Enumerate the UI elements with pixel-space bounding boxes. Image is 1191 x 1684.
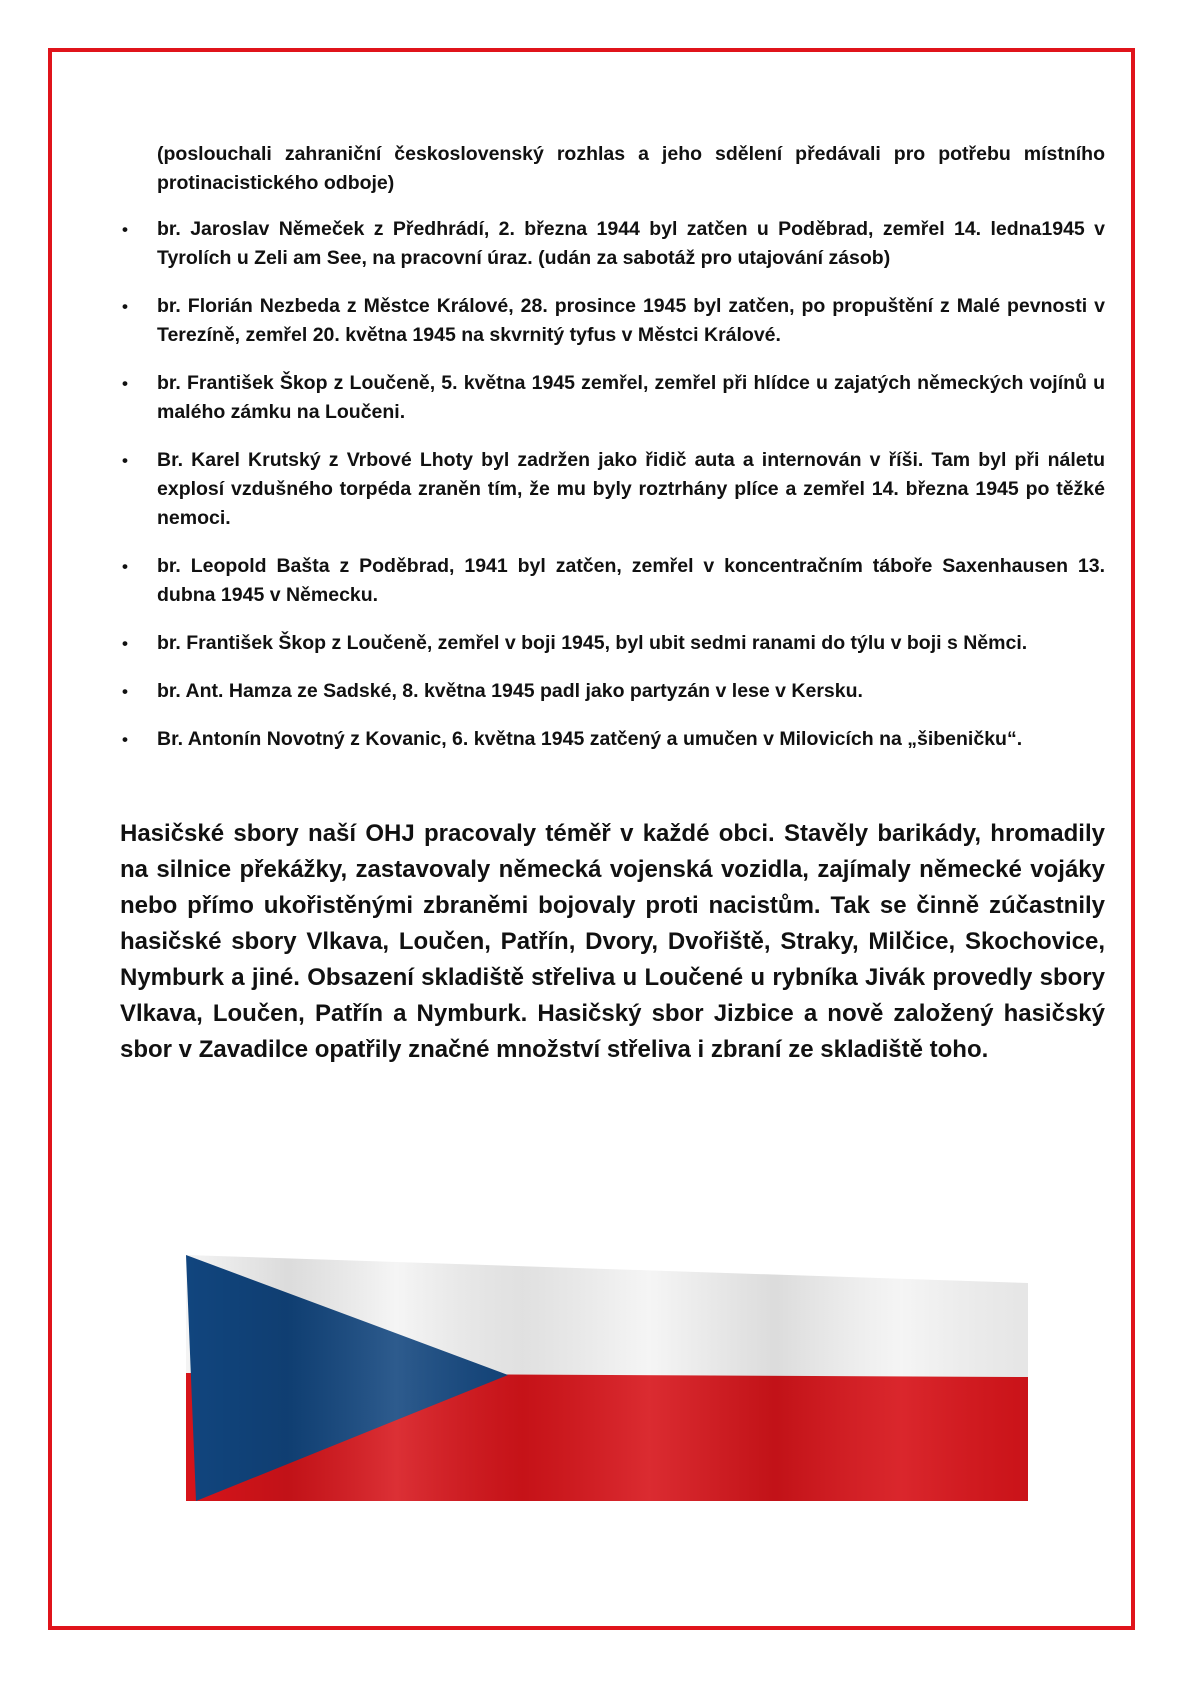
document-body [120,140,1105,1092]
bullet-icon: • [122,374,128,393]
list-item-text: br. Florián Nezbeda z Městce Králové, 28. prosince 1945 byl zatčen, po propuštění z Malé pevnosti v Terezíně, zemřel 20. května 1945 na skvrnitý tyfus v Městci Králové. [157,295,1105,346]
list-item-text: br. Ant. Hamza ze Sadské, 8. května 1945 padl jako partyzán v lese v Kersku. [157,680,863,702]
list-item-text: br. František Škop z Loučeně, 5. května 1945 zemřel, zemřel při hlídce u zajatých německých vojínů u malého zámku na Loučeni. [157,372,1105,423]
fire-brigades-paragraph: Hasičské sbory naší OHJ pracovaly téměř v každé obci. Stavěly barikády, hromadily na silnice překážky, zastavovaly německá vojenská vozidla, zajímaly německé vojáky nebo přímo ukořistěnými zbraněmi bojovaly proti nacistům. Tak se činně zúčastnily hasičské sbory Vlkava, Loučen, Patřín, Dvory, Dvořiště, Straky, Milčice, Skochovice, Nymburk a jiné. Obsazení skladiště střeliva u Loučené u rybníka Jivák provedly sbory Vlkava, Loučen, Patřín a Nymburk. Hasičský sbor Jizbice a nově založený hasičský sbor v Zavadilce opatřily značné množství střeliva i zbraní ze skladiště toho. [120,820,1105,1063]
flag-shading [186,1255,1028,1501]
list-item-text: Br. Karel Krutský z Vrbové Lhoty byl zadržen jako řidič auta a internován v říši. Tam byl při náletu explosí vzdušného torpéda zraněn tím, že mu byly roztrhány plíce a zemřel 14. března 1945 po těžké nemoci. [157,449,1105,529]
bullet-icon: • [122,730,128,749]
bullet-icon: • [122,451,128,470]
bullet-icon: • [122,297,128,316]
continuation-text: (poslouchali zahraniční československý rozhlas a jeho sdělení předávali pro potřebu místního protinacistického odboje) [157,143,1105,194]
victims-list [120,215,1105,754]
list-item [120,725,1105,754]
list-item [120,446,1105,533]
bullet-icon: • [122,557,128,576]
list-item-text: br. Jaroslav Němeček z Předhrádí, 2. března 1944 byl zatčen u Poděbrad, zemřel 14. ledna1945 v Tyrolích u Zeli am See, na pracovní úraz. (udán za sabotáž pro utajování zásob) [157,218,1105,269]
list-item [120,292,1105,350]
list-item [120,629,1105,658]
list-item [120,552,1105,610]
czech-flag-image [186,1255,1028,1501]
list-item-text: br. Leopold Bašta z Poděbrad, 1941 byl zatčen, zemřel v koncentračním táboře Saxenhausen 13. dubna 1945 v Německu. [157,555,1105,606]
bullet-icon: • [122,682,128,701]
list-item [120,677,1105,706]
list-item [120,215,1105,273]
list-item-text: Br. Antonín Novotný z Kovanic, 6. května 1945 zatčený a umučen v Milovicích na „šibeničku“. [157,728,1023,750]
list-item-text: br. František Škop z Loučeně, zemřel v boji 1945, byl ubit sedmi ranami do týlu v boji s Němci. [157,632,1028,654]
bullet-icon: • [122,220,128,239]
bullet-icon: • [122,634,128,653]
list-item [120,369,1105,427]
